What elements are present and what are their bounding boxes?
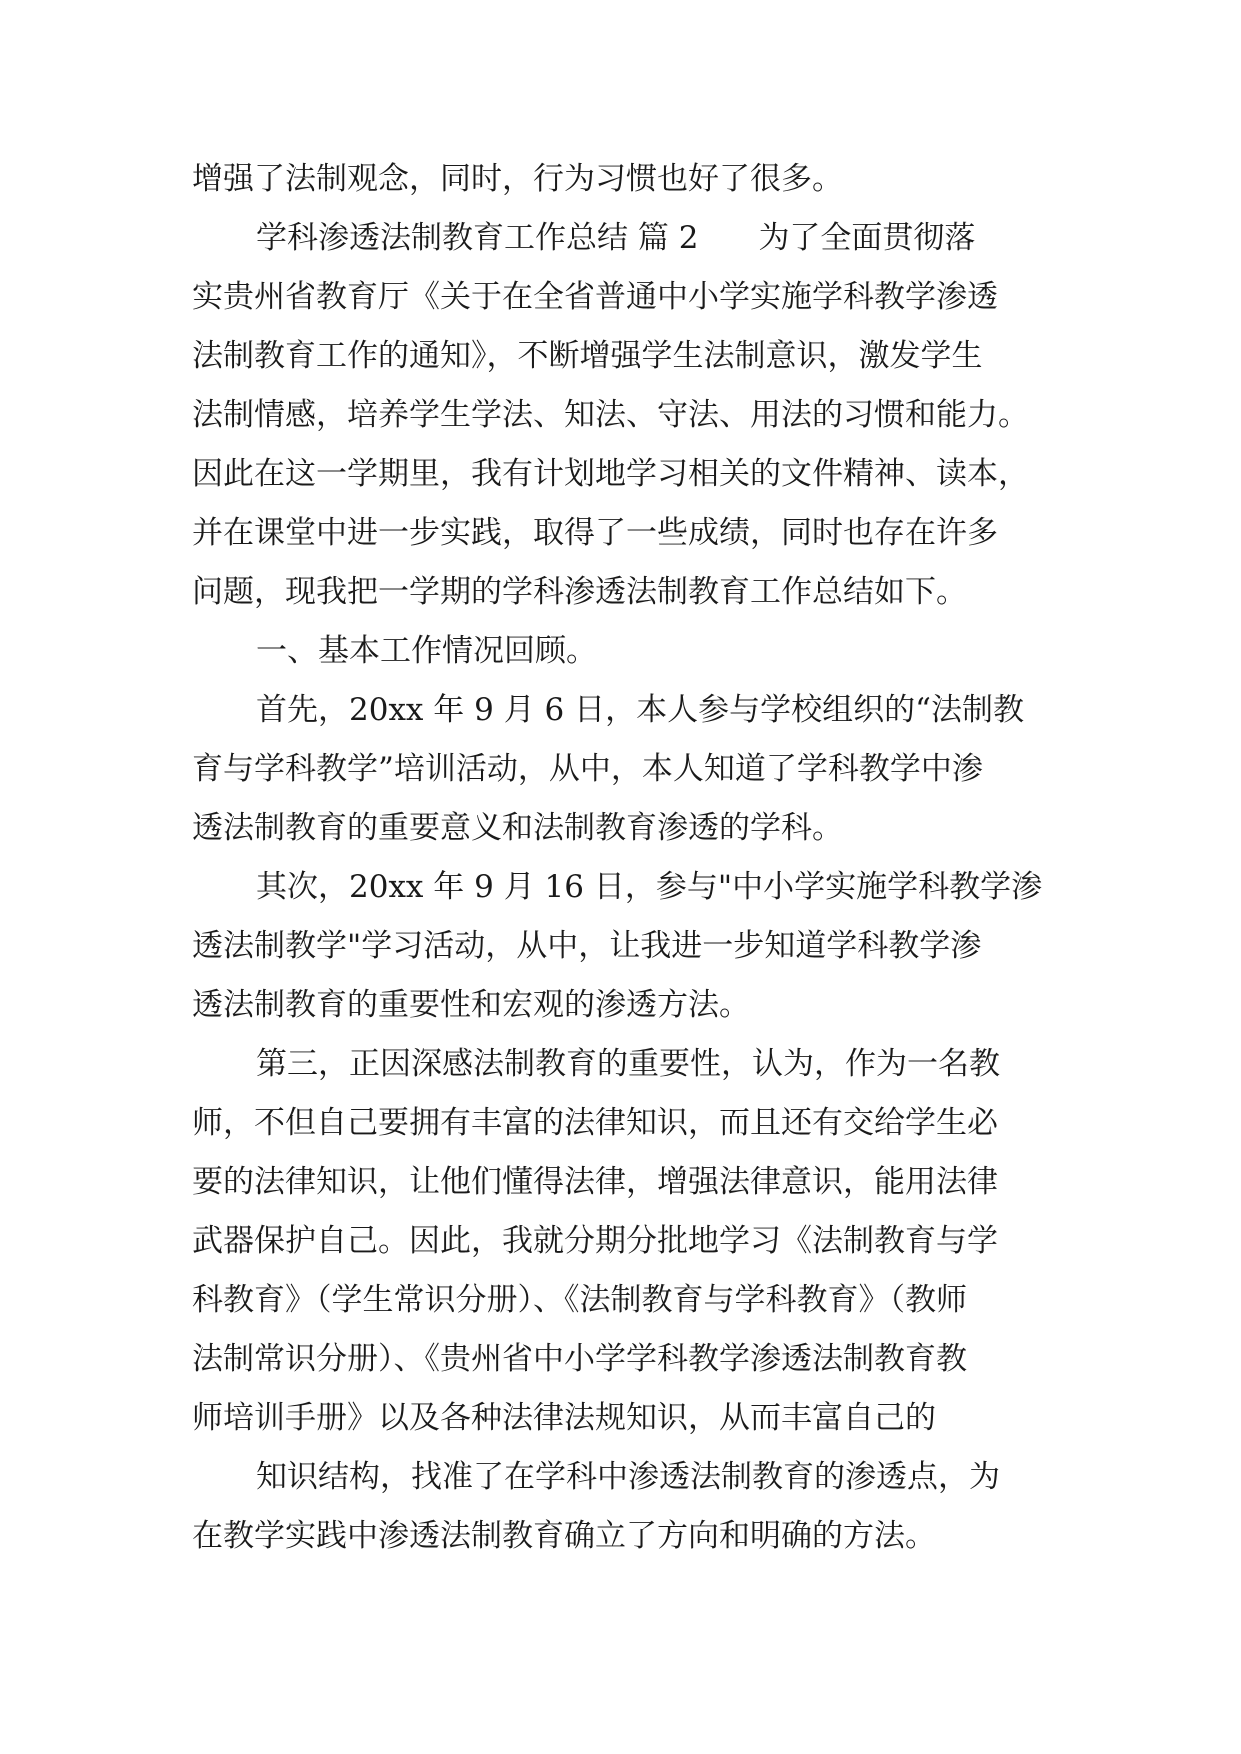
text-line: 问题，现我把一学期的学科渗透法制教育工作总结如下。	[192, 574, 967, 610]
text-line-heading	[192, 209, 1072, 268]
text-line: 增强了法制观念，同时，行为习惯也好了很多。	[192, 161, 843, 197]
text-line: 法制常识分册）、《贵州省中小学学科教学渗透法制教育教	[192, 1341, 967, 1377]
text-line: 并在课堂中进一步实践，取得了一些成绩，同时也存在许多	[192, 515, 998, 551]
text-line: 其次，20xx 年 9 月 16 日，参与"中小学实施学科教学渗	[256, 869, 1043, 905]
text-line: 知识结构，找准了在学科中渗透法制教育的渗透点，为	[256, 1459, 1000, 1495]
text-line-subheading: 一、基本工作情况回顾。	[256, 633, 597, 669]
text-line: 实贵州省教育厅《关于在全省普通中小学实施学科教学渗透	[192, 279, 998, 315]
text-line: 师培训手册》以及各种法律法规知识，从而丰富自己的	[192, 1400, 936, 1436]
text-line: 法制教育工作的通知》，不断增强学生法制意识，激发学生	[192, 338, 983, 374]
text-line: 师，不但自己要拥有丰富的法律知识，而且还有交给学生必	[192, 1105, 998, 1141]
text-line: 育与学科教学”培训活动，从中，本人知道了学科教学中渗	[192, 751, 983, 787]
text-line: 透法制教学"学习活动，从中，让我进一步知道学科教学渗	[192, 928, 982, 964]
text-line: 因此在这一学期里，我有计划地学习相关的文件精神、读本，	[192, 456, 1029, 492]
text-line: 第三，正因深感法制教育的重要性，认为，作为一名教	[256, 1046, 1000, 1082]
text-line: 首先，20xx 年 9 月 6 日，本人参与学校组织的“法制教	[256, 692, 1024, 728]
text-line: 透法制教育的重要性和宏观的渗透方法。	[192, 987, 750, 1023]
text-line: 武器保护自己。因此，我就分期分批地学习《法制教育与学	[192, 1223, 998, 1259]
text-fragment: 为了全面贯彻落	[758, 220, 976, 256]
text-line: 法制情感，培养学生学法、知法、守法、用法的习惯和能力。	[192, 397, 1029, 433]
text-line: 在教学实践中渗透法制教育确立了方向和明确的方法。	[192, 1518, 936, 1554]
text-line: 要的法律知识，让他们懂得法律，增强法律意识，能用法律	[192, 1164, 998, 1200]
document-body	[192, 150, 1072, 1566]
text-line: 科教育》（学生常识分册）、《法制教育与学科教育》（教师	[192, 1282, 967, 1318]
text-line: 透法制教育的重要意义和法制教育渗透的学科。	[192, 810, 843, 846]
section-heading: 学科渗透法制教育工作总结 篇 2	[256, 220, 699, 256]
